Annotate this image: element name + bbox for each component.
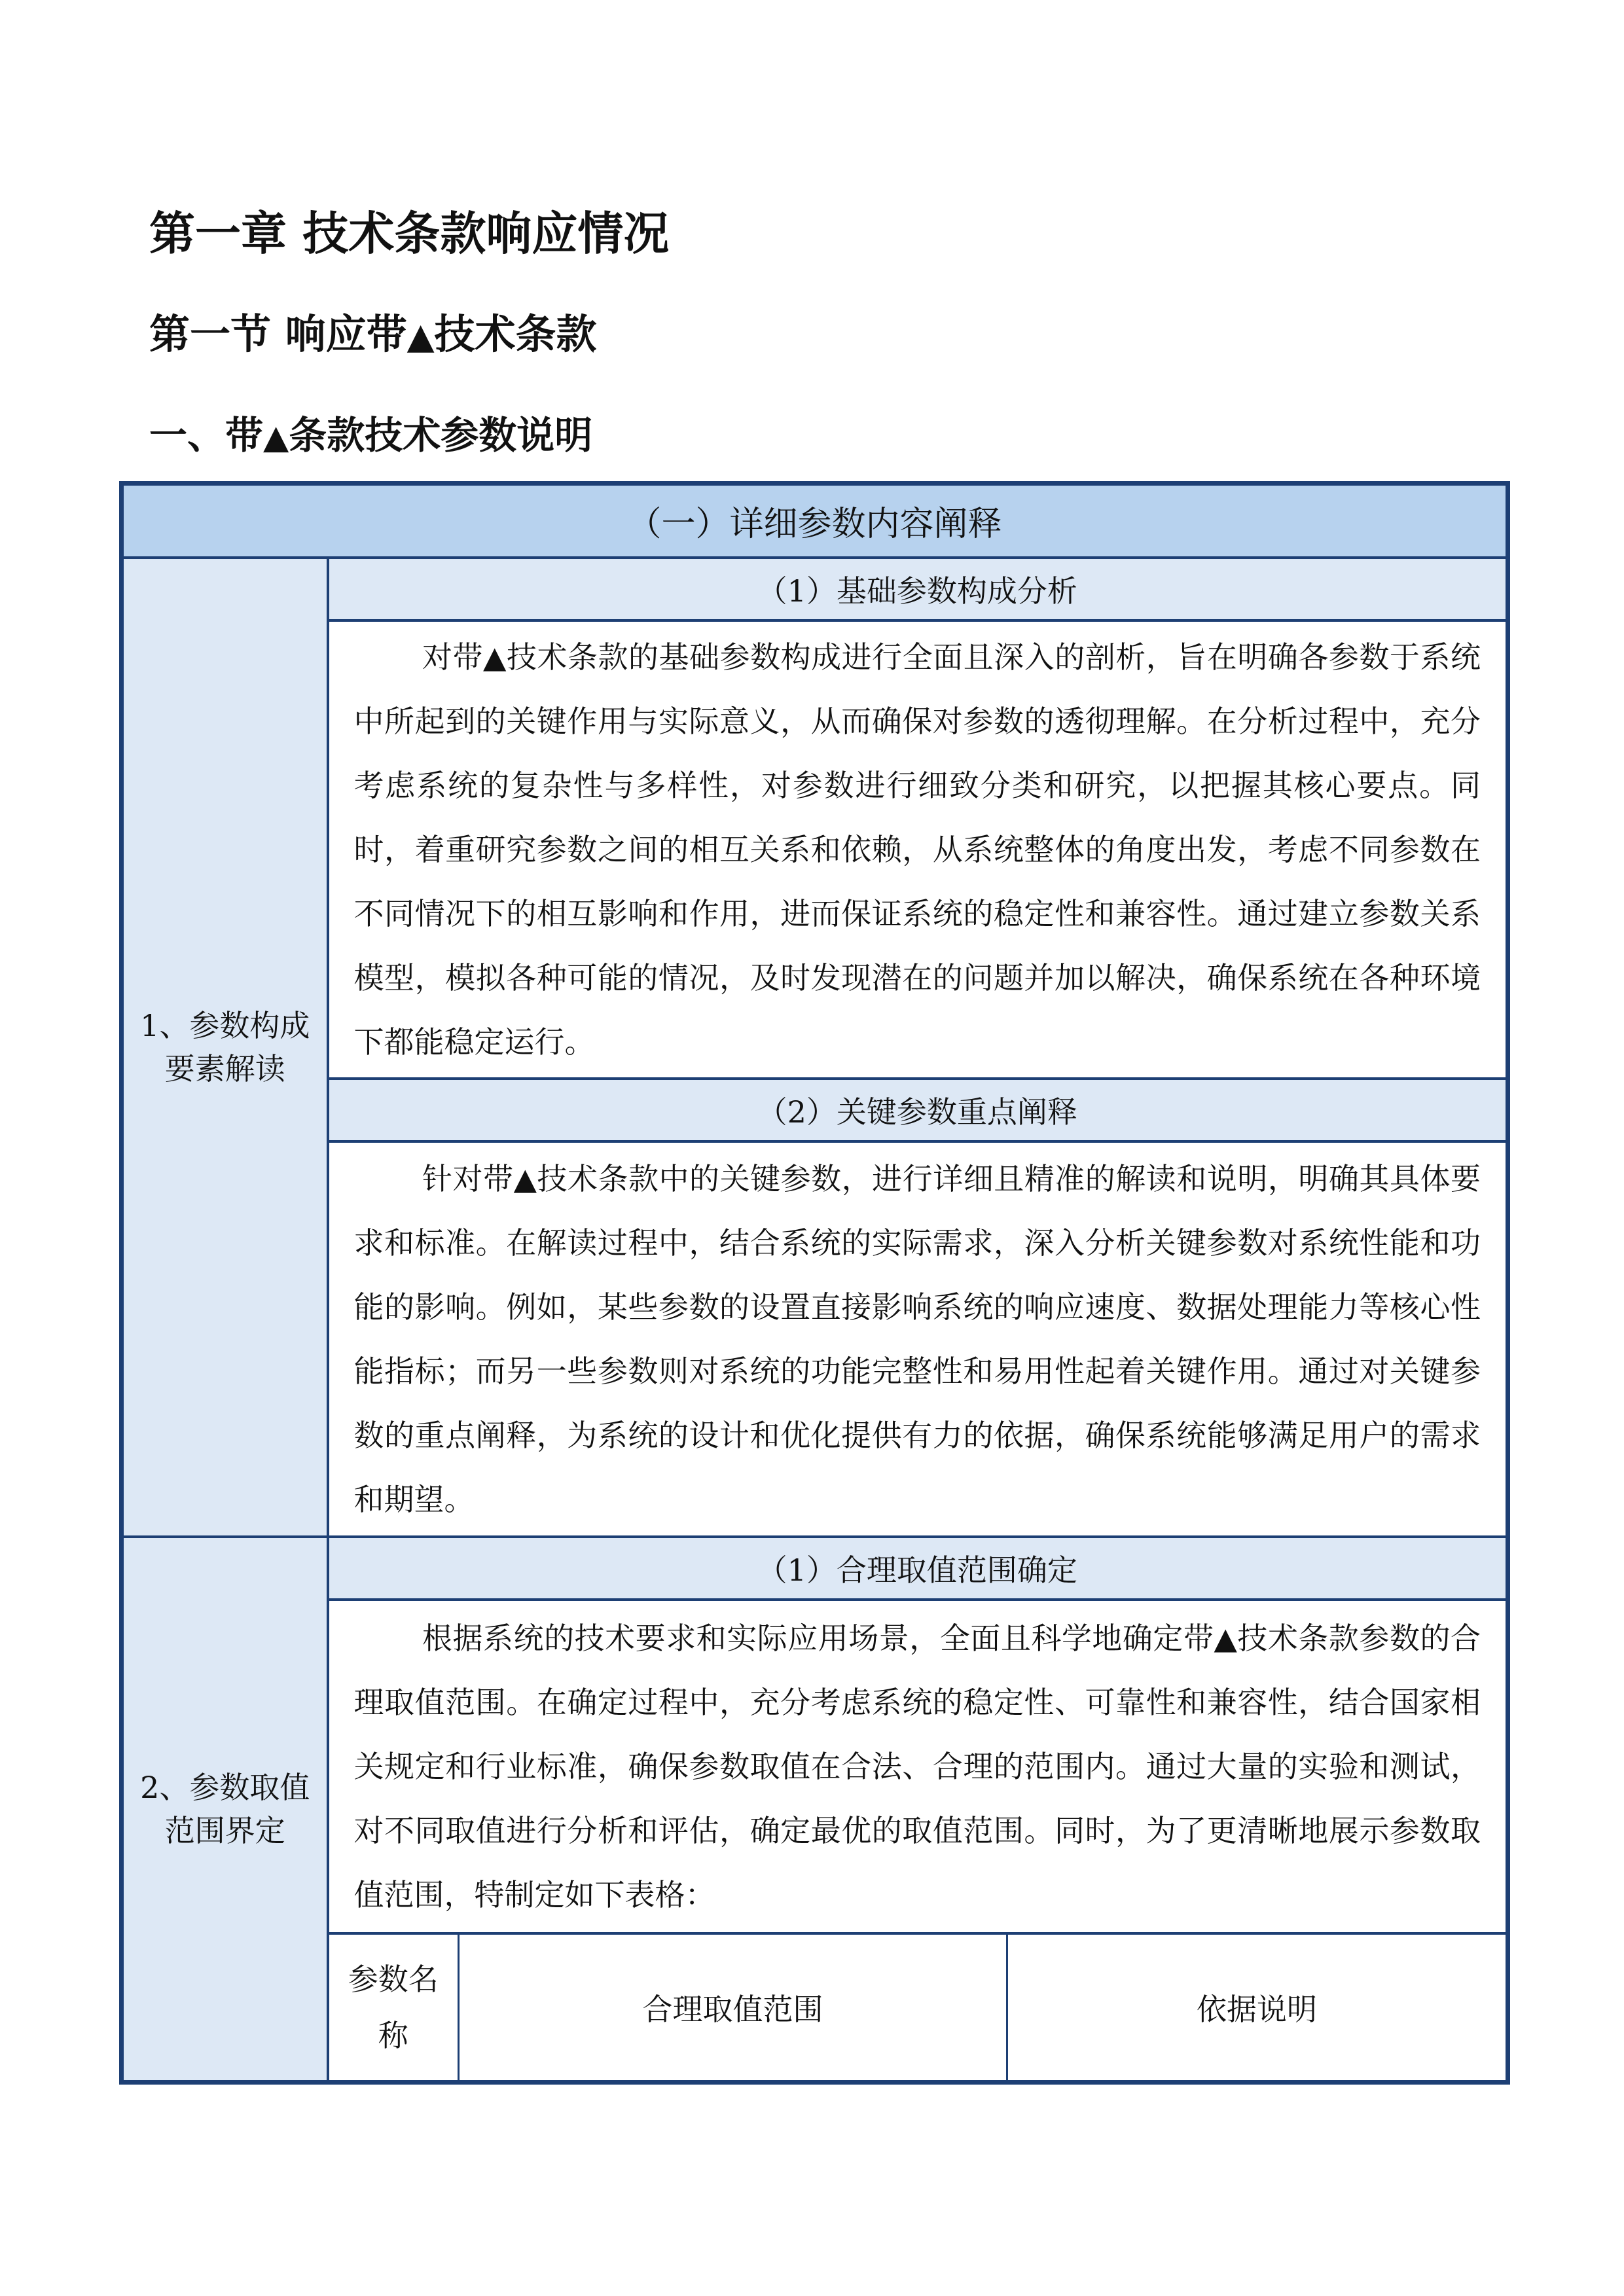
inner-table-header-row bbox=[329, 1935, 1506, 2081]
group-label-composition: 1、参数构成要素解读 bbox=[122, 558, 328, 1537]
subsection-title-suffix: 条款技术参数说明 bbox=[289, 413, 593, 457]
triangle-mark-icon: ▲ bbox=[263, 418, 289, 457]
item-text-basic-params bbox=[328, 620, 1508, 1079]
item-heading-value-range: （1）合理取值范围确定 bbox=[328, 1537, 1508, 1600]
item-text-value-range bbox=[328, 1600, 1508, 1933]
table-row bbox=[122, 1600, 1508, 1933]
triangle-mark-icon: ▲ bbox=[406, 315, 435, 357]
group-label-value-range: 2、参数取值范围界定 bbox=[122, 1537, 328, 2083]
table-row bbox=[122, 1933, 1508, 2083]
item-heading-basic-params: （1）基础参数构成分析 bbox=[328, 558, 1508, 620]
paragraph-text: 根据系统的技术要求和实际应用场景，全面且科学地确定带▲技术条款参数的合理取值范围。在确定过程中，充分考虑系统的稳定性、可靠性和兼容性，结合国家相关规定和行业标准，确保参数取值在合法、合理的范围内。通过大量的实验和测试，对不同取值进行分析和评估，确定最优的取值范围。同时，为了更清晰地展示参数取值范围，特制定如下表格： bbox=[353, 1620, 1481, 1912]
subsection-title bbox=[149, 413, 593, 457]
table-row bbox=[122, 1079, 1508, 1141]
item-text-key-params bbox=[328, 1141, 1508, 1537]
section-title-suffix: 技术条款 bbox=[434, 310, 597, 358]
table-title: （一）详细参数内容阐释 bbox=[122, 484, 1508, 558]
column-header-basis: 依据说明 bbox=[1007, 1935, 1506, 2081]
item-heading-key-params: （2）关键参数重点阐释 bbox=[328, 1079, 1508, 1141]
column-header-name: 参数名称 bbox=[348, 1961, 439, 2053]
section-title-prefix: 第一节 响应带 bbox=[149, 310, 407, 358]
chapter-title: 第一章 技术条款响应情况 bbox=[149, 206, 670, 260]
table-row bbox=[122, 1537, 1508, 1600]
subsection-title-prefix: 一、带 bbox=[149, 413, 264, 457]
paragraph-text: 针对带▲技术条款中的关键参数，进行详细且精准的解读和说明，明确其具体要求和标准。在解读过程中，结合系统的实际需求，深入分析关键参数对系统性能和功能的影响。例如，某些参数的设置直接影响系统的响应速度、数据处理能力等核心性能指标；而另一些参数则对系统的功能完整性和易用性起着关键作用。通过对关键参数的重点阐释，为系统的设计和优化提供有力的依据，确保系统能够满足用户的需求和期望。 bbox=[353, 1160, 1481, 1517]
table-title-row bbox=[122, 484, 1508, 558]
value-range-table bbox=[329, 1935, 1506, 2081]
paragraph-text: 对带▲技术条款的基础参数构成进行全面且深入的剖析，旨在明确各参数于系统中所起到的关键作用与实际意义，从而确保对参数的透彻理解。在分析过程中，充分考虑系统的复杂性与多样性，对参数进行细致分类和研究，以把握其核心要点。同时，着重研究参数之间的相互关系和依赖，从系统整体的角度出发，考虑不同参数在不同情况下的相互影响和作用，进而保证系统的稳定性和兼容性。通过建立参数关系模型，模拟各种可能的情况，及时发现潜在的问题并加以解决，确保系统在各种环境下都能稳定运行。 bbox=[353, 639, 1481, 1060]
section-title bbox=[149, 310, 597, 358]
parameter-table bbox=[119, 481, 1510, 2085]
table-row bbox=[122, 558, 1508, 620]
table-row bbox=[122, 1141, 1508, 1537]
table-row bbox=[122, 620, 1508, 1079]
inner-table-cell bbox=[328, 1933, 1508, 2083]
column-header-range: 合理取值范围 bbox=[459, 1935, 1007, 2081]
